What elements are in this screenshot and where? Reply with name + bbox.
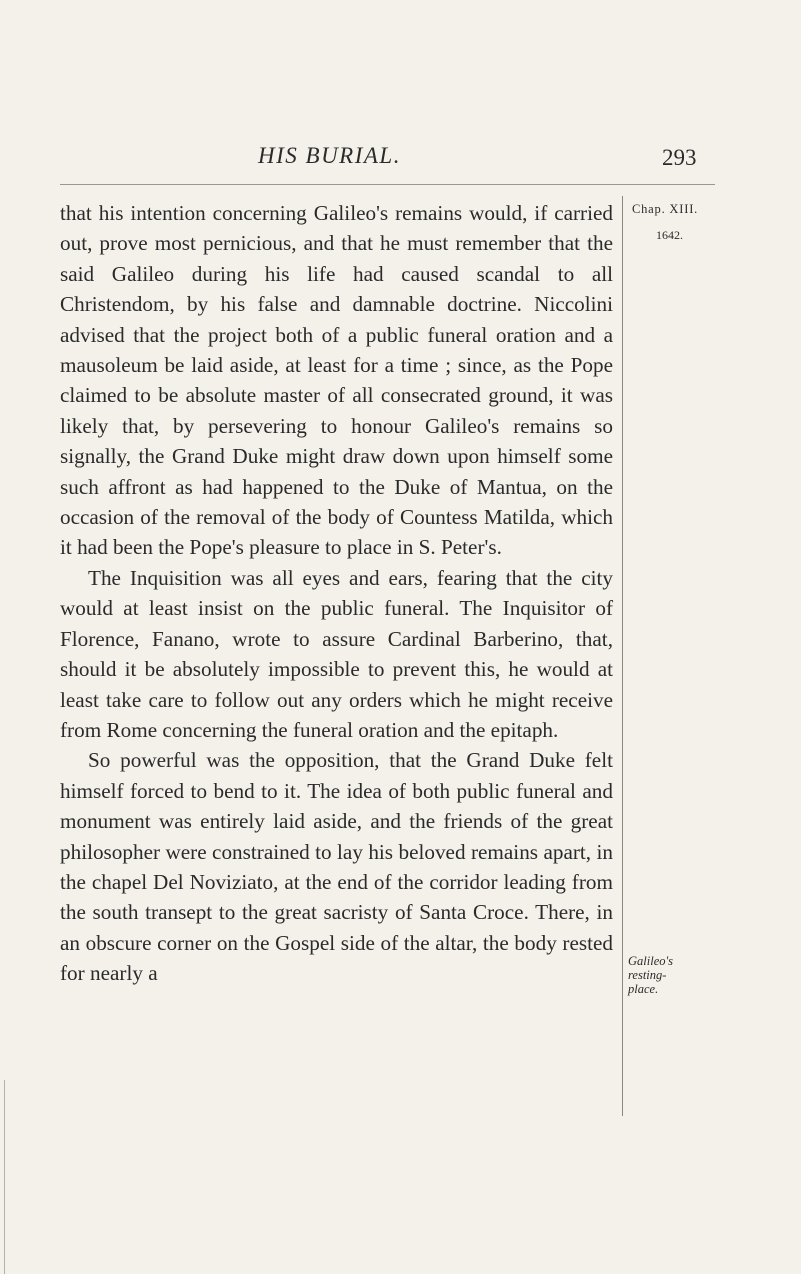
- running-head: [0, 143, 801, 183]
- margin-rule: [622, 196, 623, 1116]
- paragraph-2: The Inquisition was all eyes and ears, fearing that the city would at least insist on the public funeral. The Inquisitor of Florence, Fanano, wrote to assure Cardinal Barberino, that, should it be absolutely impossible to prevent this, he would at least take care to follow out any orders which he might receive from Rome concerning the funeral oration and the epitaph.: [60, 565, 613, 742]
- paragraph-3: So powerful was the opposition, that the Grand Duke felt himself forced to bend to it. The idea of both public funeral and monument was entirely laid aside, and the friends of the great philosopher were constrained to lay his beloved remains apart, in the chapel Del Noviziato, at the end of the corridor leading from the south transept to the great sacristy of Santa Croce. There, in an obscure corner on the Gospel side of the altar, the body rested for nearly a: [60, 748, 613, 986]
- side-note-line: place.: [628, 982, 659, 996]
- header-rule: [60, 184, 715, 185]
- running-title: HIS BURIAL.: [258, 143, 401, 168]
- side-note-line: resting-: [628, 968, 667, 982]
- page-edge-line: [4, 1080, 5, 1274]
- side-note: [628, 954, 708, 996]
- year-marker: 1642.: [656, 228, 683, 242]
- body-text: [60, 198, 613, 989]
- page-number: 293: [662, 145, 697, 170]
- chapter-marker: Chap. XIII.: [632, 202, 699, 216]
- paragraph-1: that his intention concerning Galileo's remains would, if carried out, prove most pernicious, and that he must remember that the said Galileo during his life had caused scandal to all Christendom, by his false and damnable doctrine. Niccolini advised that the project both of a public funeral oration and a mausoleum be laid aside, at least for a time ; since, as the Pope claimed to be absolute master of all consecrated ground, it was likely that, by persevering to honour Galileo's remains so signally, the Grand Duke might draw down upon himself some such affront as had happened to the Duke of Mantua, on the occasion of the removal of the body of Countess Matilda, which it had been the Pope's pleasure to place in S. Peter's.: [60, 201, 613, 560]
- side-note-line: Galileo's: [628, 954, 674, 968]
